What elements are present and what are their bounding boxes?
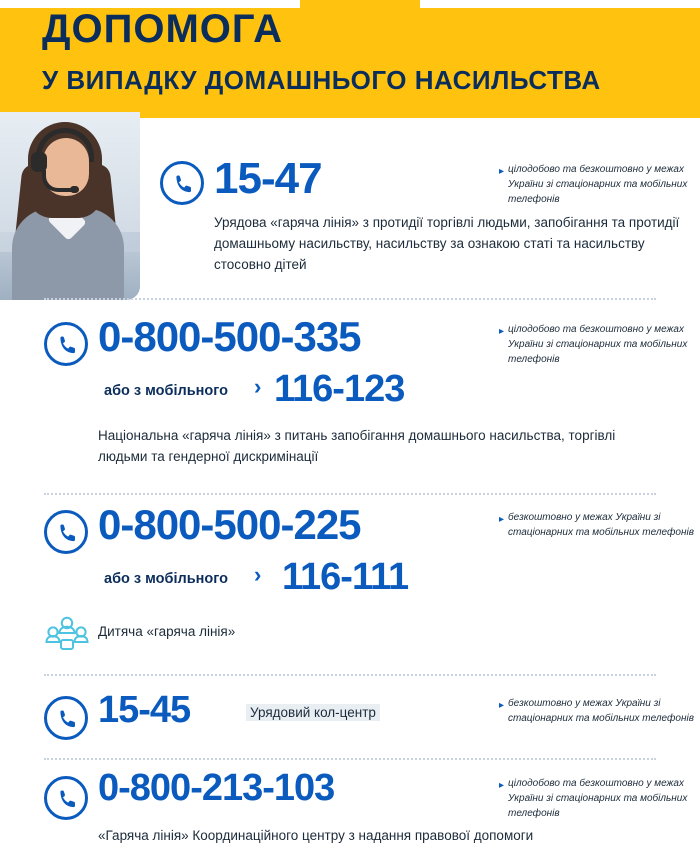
phone-icon bbox=[44, 776, 88, 820]
children-hotline-label: Дитяча «гаряча лінія» bbox=[98, 624, 236, 639]
hotline-note: ▸ безкоштовно у межах України зі стаціонарних та мобільних телефонів bbox=[499, 698, 694, 724]
phone-icon bbox=[44, 322, 88, 366]
hotline-note: ▸ цілодобово та безкоштовно у межах України зі стаціонарних та мобільних телефонів bbox=[499, 164, 688, 205]
entry-divider bbox=[44, 674, 656, 676]
entry-divider bbox=[44, 298, 656, 300]
mobile-number: 116-111 bbox=[282, 556, 409, 598]
phone-icon bbox=[44, 510, 88, 554]
hotline-description: Урядова «гаряча лінія» з протидії торгівлі людьми, запобігання та протидії домашньому насильству, насильству за ознакою статі та насильству стосовно дітей bbox=[214, 215, 680, 272]
hotline-number: 0-800-213-103 bbox=[98, 767, 335, 809]
phone-icon bbox=[160, 161, 204, 205]
mobile-label: або з мобільного bbox=[104, 383, 228, 399]
hotline-number: 0-800-500-335 bbox=[98, 313, 361, 360]
chevron-right-icon: › bbox=[254, 374, 262, 399]
note-arrow-icon: ▸ bbox=[499, 514, 505, 525]
hotline-note: ▸ цілодобово та безкоштовно у межах України зі стаціонарних та мобільних телефонів bbox=[499, 778, 688, 819]
headset-earpiece bbox=[31, 152, 47, 172]
hotline-inline-label: Урядовий кол-центр bbox=[246, 704, 380, 721]
hotline-description: «Гаряча лінія» Координаційного центру з надання правової допомоги bbox=[98, 828, 534, 843]
chevron-right-icon: › bbox=[254, 562, 262, 587]
mobile-number: 116-123 bbox=[274, 368, 405, 410]
mobile-label: або з мобільного bbox=[104, 571, 228, 587]
entry-divider bbox=[44, 493, 656, 495]
poster-header bbox=[0, 0, 700, 118]
hotline-note: ▸ безкоштовно у межах України зі стаціонарних та мобільних телефонів bbox=[499, 512, 694, 538]
hotline-number: 15-47 bbox=[214, 154, 322, 203]
hotline-number: 15-45 bbox=[98, 689, 191, 731]
hotline-number: 0-800-500-225 bbox=[98, 501, 361, 548]
operator-photo bbox=[0, 112, 140, 300]
note-arrow-icon: ▸ bbox=[499, 700, 505, 711]
header-top-notch bbox=[300, 0, 420, 10]
note-arrow-icon: ▸ bbox=[499, 166, 505, 177]
page-title: ДОПОМОГА bbox=[42, 7, 283, 51]
phone-icon bbox=[44, 696, 88, 740]
note-arrow-icon: ▸ bbox=[499, 780, 505, 791]
children-icon bbox=[44, 616, 90, 650]
hotline-note: ▸ цілодобово та безкоштовно у межах України зі стаціонарних та мобільних телефонів bbox=[499, 324, 688, 365]
headset-mic-tip bbox=[70, 186, 79, 193]
page-subtitle: У ВИПАДКУ ДОМАШНЬОГО НАСИЛЬСТВА bbox=[42, 65, 601, 95]
entry-divider bbox=[44, 758, 656, 760]
note-arrow-icon: ▸ bbox=[499, 326, 505, 337]
hotline-description: Національна «гаряча лінія» з питань запобігання домашнього насильства, торгівлі людьми та гендерної дискримінації bbox=[98, 428, 616, 464]
